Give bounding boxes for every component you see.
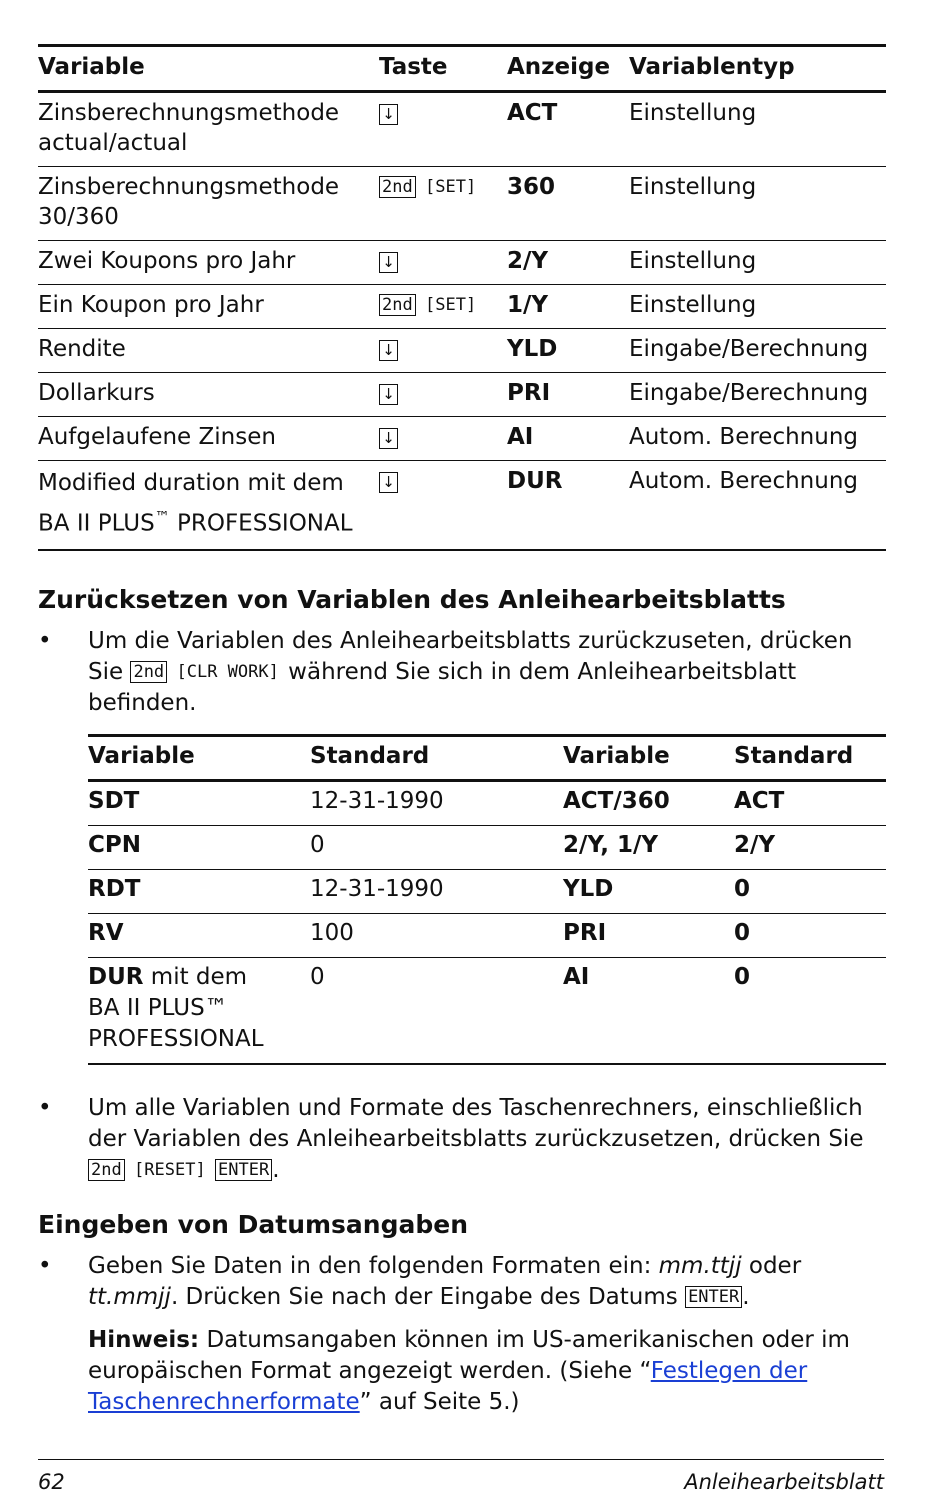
cell-variable: Rendite: [38, 329, 379, 373]
key-enter: ENTER: [685, 1286, 742, 1308]
page-number: 62: [38, 1470, 65, 1494]
header-variable-2: Variable: [563, 736, 734, 781]
header-standard-1: Standard: [310, 736, 563, 781]
cell-s2: 0: [734, 958, 886, 1065]
table-row: [38, 461, 886, 550]
cell-v2: 2/Y, 1/Y: [563, 826, 734, 870]
cell-taste: [379, 241, 507, 285]
bullet-text: [88, 626, 878, 719]
bullet-dot: •: [38, 1253, 52, 1279]
cell-variable: Ein Koupon pro Jahr: [38, 285, 379, 329]
key-clr-work: [ CLR WORK ]: [174, 662, 280, 682]
trademark-symbol: ™: [154, 508, 170, 526]
table-row: [38, 285, 886, 329]
note-paragraph: [88, 1325, 878, 1418]
header-variable-1: Variable: [88, 736, 310, 781]
cell-v1: RV: [88, 914, 310, 958]
table-row: [88, 914, 886, 958]
link-calculator-formats[interactable]: Festlegen der Taschenrechnerformate: [88, 1358, 808, 1415]
key-2nd: 2nd: [88, 1159, 125, 1181]
cell-typ: Autom. Berechnung: [629, 417, 886, 461]
header-taste: Taste: [379, 46, 507, 92]
table-row: [38, 329, 886, 373]
cell-taste: [379, 285, 507, 329]
cell-anzeige: 2/Y: [507, 241, 629, 285]
table-row: [38, 373, 886, 417]
cell-anzeige: 360: [507, 167, 629, 241]
cell-anzeige: 1/Y: [507, 285, 629, 329]
table-row: [38, 417, 886, 461]
down-arrow-key-icon: ↓: [379, 340, 398, 361]
cell-s1: 0: [310, 826, 563, 870]
table-row: [38, 167, 886, 241]
bullet-text-a: Um alle Variablen und Formate des Taschenrechners, einschließlich der Variablen des Anleihearbeitsblatts zurückzusetzen, drücken Sie: [88, 1095, 864, 1152]
section-heading-dates: Eingeben von Datumsangaben: [38, 1210, 469, 1239]
cell-anzeige: ACT: [507, 92, 629, 167]
header-variable: Variable: [38, 46, 379, 92]
cell-taste: [379, 461, 507, 550]
bullet-text-b: . Drücken Sie nach der Eingabe des Datums: [170, 1284, 686, 1310]
key-2nd: 2nd: [130, 661, 167, 683]
cell-v1-line2: BA II PLUS™: [88, 995, 228, 1021]
chapter-title: Anleihearbeitsblatt: [684, 1470, 884, 1494]
key-set: [ SET ]: [423, 295, 478, 315]
cell-s1: 12-31-1990: [310, 870, 563, 914]
cell-s1: 100: [310, 914, 563, 958]
table-header-row: [38, 46, 886, 92]
cell-typ: Einstellung: [629, 92, 886, 167]
bullet-text: [88, 1251, 878, 1313]
cell-variable: Aufgelaufene Zinsen: [38, 417, 379, 461]
cell-variable: Zinsberechnungsmethode actual/actual: [38, 92, 379, 167]
table-header-row: [88, 736, 886, 781]
table-row: [88, 958, 886, 1065]
cell-v2: AI: [563, 958, 734, 1065]
bullet-text: [88, 1093, 878, 1186]
cell-typ: Einstellung: [629, 285, 886, 329]
section-heading-reset: Zurücksetzen von Variablen des Anleihearbeitsblatts: [38, 585, 786, 614]
cell-typ: Eingabe/Berechnung: [629, 329, 886, 373]
cell-variable: Zwei Koupons pro Jahr: [38, 241, 379, 285]
cell-v2: ACT/360: [563, 781, 734, 826]
cell-variable: [38, 461, 379, 550]
cell-anzeige: DUR: [507, 461, 629, 550]
bullet-text-a: Um die Variablen des Anleihearbeitsblatts zurückzuseten, drücken Sie: [88, 628, 853, 685]
bond-variables-table: [38, 44, 886, 551]
key-set: [ SET ]: [423, 177, 478, 197]
cell-typ: Eingabe/Berechnung: [629, 373, 886, 417]
header-standard-2: Standard: [734, 736, 886, 781]
cell-variable-line2: BA II PLUS: [38, 510, 155, 537]
bullet-reset-all: [38, 1093, 878, 1186]
cell-taste: [379, 167, 507, 241]
bullet-reset-variables: [38, 626, 878, 719]
cell-taste: [379, 92, 507, 167]
bullet-dot: •: [38, 1095, 52, 1121]
table-row: [38, 241, 886, 285]
cell-v1: RDT: [88, 870, 310, 914]
bullet-dot: •: [38, 628, 52, 654]
table-row: [88, 826, 886, 870]
cell-anzeige: YLD: [507, 329, 629, 373]
cell-variable-line1: Modified duration mit dem: [38, 470, 344, 496]
bullet-text-a: Geben Sie Daten in den folgenden Formaten ein:: [88, 1253, 659, 1279]
cell-v1: CPN: [88, 826, 310, 870]
key-2nd: 2nd: [379, 294, 416, 316]
cell-v2: PRI: [563, 914, 734, 958]
cell-s2: 2/Y: [734, 826, 886, 870]
cell-anzeige: AI: [507, 417, 629, 461]
down-arrow-key-icon: ↓: [379, 472, 398, 493]
cell-taste: [379, 417, 507, 461]
footer-divider: [38, 1459, 884, 1460]
bullet-text-end: .: [742, 1284, 750, 1310]
key-reset: [ RESET ]: [132, 1160, 208, 1180]
note-label: Hinweis:: [88, 1327, 200, 1353]
down-arrow-key-icon: ↓: [379, 104, 398, 125]
cell-v2: YLD: [563, 870, 734, 914]
table-row: [88, 870, 886, 914]
bullet-text-end: .: [272, 1157, 280, 1183]
cell-taste: [379, 373, 507, 417]
cell-typ: Einstellung: [629, 241, 886, 285]
cell-s2: 0: [734, 914, 886, 958]
cell-v1: [88, 958, 310, 1065]
header-variablentyp: Variablentyp: [629, 46, 886, 92]
note-text: Datumsangaben können im US-amerikanischen oder im europäischen Format angezeigt werden. (Siehe “: [88, 1327, 850, 1384]
header-anzeige: Anzeige: [507, 46, 629, 92]
cell-v1: SDT: [88, 781, 310, 826]
note-after: ” auf Seite 5.): [359, 1389, 520, 1415]
cell-v1-bold: DUR: [88, 964, 144, 990]
cell-anzeige: PRI: [507, 373, 629, 417]
cell-variable-line3: PROFESSIONAL: [169, 510, 353, 537]
bullet-enter-dates: [38, 1251, 878, 1313]
cell-s1: 0: [310, 958, 563, 1065]
cell-typ: Autom. Berechnung: [629, 461, 886, 550]
key-2nd: 2nd: [379, 176, 416, 198]
cell-s2: 0: [734, 870, 886, 914]
cell-s1: 12-31-1990: [310, 781, 563, 826]
table-row: [88, 781, 886, 826]
cell-variable: Dollarkurs: [38, 373, 379, 417]
cell-s2: ACT: [734, 781, 886, 826]
cell-v1-line3: PROFESSIONAL: [88, 1026, 264, 1052]
down-arrow-key-icon: ↓: [379, 384, 398, 405]
cell-typ: Einstellung: [629, 167, 886, 241]
key-enter: ENTER: [215, 1159, 272, 1181]
format-tt-mmjj: tt.mmjj: [88, 1284, 171, 1310]
bullet-text-or: oder: [741, 1253, 802, 1279]
cell-variable: Zinsberechnungsmethode 30/360: [38, 167, 379, 241]
down-arrow-key-icon: ↓: [379, 428, 398, 449]
table-row: [38, 92, 886, 167]
cell-taste: [379, 329, 507, 373]
bullet-text-b: während Sie sich in dem Anleihearbeitsblatt befinden.: [88, 659, 797, 716]
default-values-table: [88, 734, 886, 1065]
down-arrow-key-icon: ↓: [379, 252, 398, 273]
cell-v1-rest: mit dem: [143, 964, 248, 990]
format-mm-ttjj: mm.ttjj: [658, 1253, 742, 1279]
